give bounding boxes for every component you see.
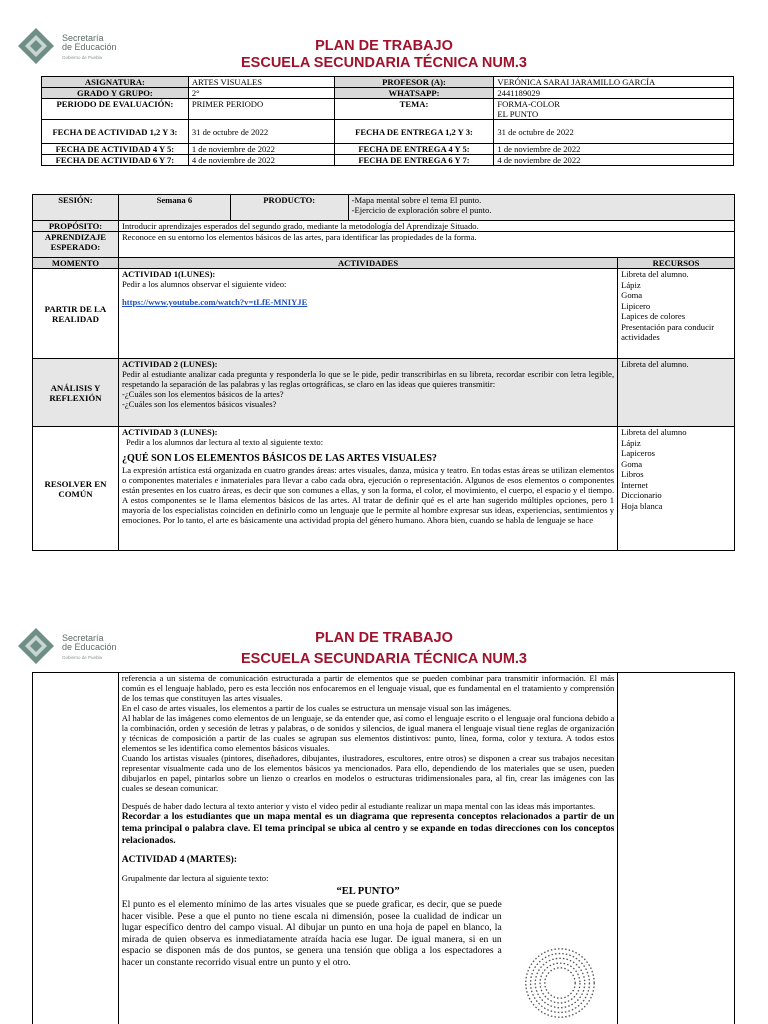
activity-row-3 [33,427,735,551]
video-link[interactable]: https://www.youtube.com/watch?v=tLfE-MNIYJE [121,297,308,307]
page-gap [0,566,768,620]
actividad-1 [118,269,617,359]
asignatura-label: ASIGNATURA: [42,77,189,88]
momento-3: RESOLVER EN COMÚN [33,427,119,551]
aprendizaje-label: APRENDIZAJE ESPERADO: [33,232,119,258]
fecha-entrega-123-label: FECHA DE ENTREGA 1,2 Y 3: [334,120,494,144]
actividad-2-title: ACTIVIDAD 2 (LUNES): [121,359,218,369]
recursos-2: Libreta del alumno. [618,359,735,427]
momento-continuation [33,673,119,1024]
fecha-entrega-45-value: 1 de noviembre de 2022 [494,144,734,155]
logo-text: Secretaría de Educación [62,33,117,52]
aprendizaje-value: Reconoce en su entorno los elementos básicos de las artes, para identificar las propiedades de la forma. [118,232,734,258]
momento-2: ANÁLISIS Y REFLEXIÓN [33,359,119,427]
dotted-circle-icon [522,945,598,1021]
el-punto-title: “EL PUNTO” [336,886,400,897]
page-title-2: PLAN DE TRABAJO [315,630,453,646]
actividad-3-heading: ¿QUÉ SON LOS ELEMENTOS BÁSICOS DE LAS ARTES VISUALES? [121,453,437,464]
logo-subtext: Gobierno de Puebla [62,655,103,660]
actividad-3-body: La expresión artística está organizada en cuatro grandes áreas: artes visuales, danza, música y teatro. En todas estas áreas se utilizan elementos o componentes materiales e inmateriales para llevar a cabo cada obra, ejecución o representación. Algunos de esos elementos o componentes están presentes en los cuatro áreas, es decir que son comunes a ellas, y son la forma, el color, el movimiento, el cuerpo, el espacio y el tiempo. A estos componentes se le llama elementos básicos de las artes. Al tratar de definir qué es el arte han sugerido múltiples opciones, pero 1 mayoría de los especialistas coinciden en definirlo como un lenguaje que le permite al hombre expresar sus ideas, experiencias, sentimientos y emociones. Por lo tanto, el arte es básicamente una actividad propia del género humano. Ahora bien, cuando se habla de lenguaje se hace [121,465,615,525]
col-actividades: ACTIVIDADES [118,258,617,269]
logo-subtext: Gobierno de Puebla [62,55,103,60]
logo-text: Secretaría de Educación [62,633,117,652]
el-punto-text: El punto es el elemento mínimo de las artes visuales que se puede graficar, es decir, que se puede hacer visible. Pese a que el punto no tiene escala ni dimensión, posee la cualidad de indicar un lugar específico dentro del campo visual. Al dibujar un punto en una hoja de papel en blanco, la mirada de quien observa es inmediatamente atraída hacia ese lugar. De igual manera, si en un espacio se disponen más de dos puntos, se genera una tensión que obliga a los espectadores a hacer un constante recorrido visual entre un punto y el otro. [121,899,502,968]
actividad-3-text: Pedir a los alumnos dar lectura al texto al siguiente texto: [125,437,324,447]
producto-label: PRODUCTO: [230,195,348,221]
recursos-1: Libreta del alumno. Lápiz Goma Lipicero Lapices de colores Presentación para conducir actividades [618,269,735,359]
producto-value: -Mapa mental sobre el tema El punto. -Ejercicio de exploración sobre el punto. [348,195,734,221]
text-p1: referencia a un sistema de comunicación estructurada a partir de elementos que se pueden combinar para transmitir información. El más común es el lenguaje hablado, pero es esta lección nos enfocaremos en el lenguaje visual, que es fundamental en el tratamiento y comprensión de los temas que constituyen las artes visuales. [121,673,615,703]
sesion-value: Semana 6 [118,195,230,221]
continuation-table [32,672,735,1024]
plan-table [32,194,735,551]
recursos-continuation [618,673,735,1024]
actividad-3 [118,427,617,551]
proposito-label: PROPÓSITO: [33,221,119,232]
momento-1: PARTIR DE LA REALIDAD [33,269,119,359]
whatsapp-label: WHATSAPP: [334,88,494,99]
asignatura-value: ARTES VISUALES [188,77,334,88]
page-title: PLAN DE TRABAJO [315,38,453,54]
col-recursos: RECURSOS [618,258,735,269]
fecha-entrega-67-value: 4 de noviembre de 2022 [494,155,734,166]
fecha-actividad-123-value: 31 de octubre de 2022 [188,120,334,144]
fecha-actividad-67-label: FECHA DE ACTIVIDAD 6 Y 7: [42,155,189,166]
fecha-entrega-123-value: 31 de octubre de 2022 [494,120,734,144]
sesion-label: SESIÓN: [33,195,119,221]
page-2 [0,620,768,1024]
fecha-entrega-45-label: FECHA DE ENTREGA 4 Y 5: [334,144,494,155]
actividad-4-title: ACTIVIDAD 4 (MARTES): [121,854,238,865]
recursos-3: Libreta del alumno Lápiz Lapiceros Goma Libros Internet Diccionario Hoja blanca [618,427,735,551]
fecha-entrega-67-label: FECHA DE ENTREGA 6 Y 7: [334,155,494,166]
profesor-label: PROFESOR (A): [334,77,494,88]
periodo-value: PRIMER PERIODO [188,99,334,120]
actividad-1-title: ACTIVIDAD 1(LUNES): [121,269,216,279]
col-momento: MOMENTO [33,258,119,269]
periodo-label: PERIODO DE EVALUACIÓN: [42,99,189,120]
profesor-value: VERÓNICA SARAI JARAMILLO GARCÍA [494,77,734,88]
activity-row-1 [33,269,735,359]
text-p4: Cuando los artistas visuales (pintores, diseñadores, dibujantes, ilustradores, escultores, entre otros) se disponen a crear sus trabajos necesitan representar visualmente cada uno de los elementos básicos ya mencionados. Para ello, dependiendo de los materiales que se usen, pueden dibujarlos en papel, pintarlos sobre un lienzo o crearlos en modelos o estructuras tridimensionales para, al fin, crear las imágenes con las cuales se desean comunicar. [121,753,615,793]
fecha-actividad-45-label: FECHA DE ACTIVIDAD 4 Y 5: [42,144,189,155]
actividad-2 [118,359,617,427]
text-p6: Recordar a los estudiantes que un mapa mental es un diagrama que representa conceptos relacionados a partir de un tema principal o palabra clave. El tema principal se ubica al centro y se expande en todas direcciones con los conceptos relacionados. [121,811,615,846]
actividad-2-q1: -¿Cuáles son los elementos básicos de la artes? [121,389,284,399]
actividad-4-text: Grupalmente dar lectura al siguiente texto: [121,873,269,883]
activity-row-2 [33,359,735,427]
proposito-value: Introducir aprendizajes esperados del segundo grado, mediante la metodología del Aprendizaje Situado. [118,221,734,232]
actividad-3-title: ACTIVIDAD 3 (LUNES): [121,427,218,437]
text-p3: Al hablar de las imágenes como elementos de un lenguaje, se da entender que, así como el lenguaje escrito o el lenguaje oral funciona debido a la combinación, orden y secesión de letras y palabras, o de sonidos y silencios, de igual manera el lenguaje visual tiene reglas de organización y técnicas de composición a partir de las cuales se agrupan sus elementos distintivos: punto, línea, forma, color y textura. A todos estos elementos se les identifica como elementos básicos visuales. [121,713,615,753]
grado-value: 2° [188,88,334,99]
actividad-continuation [118,673,618,1024]
tema-value: FORMA-COLOR EL PUNTO [494,99,734,120]
actividad-2-text: Pedir al estudiante analizar cada pregunta y responderla lo que se le pide, pedir transcribirlas en su libreta, recordar escribir con letra legible, respetando la separación de las palabras y las reglas ortográficas, se claro en las ideas que quieres transmitir: [121,369,615,389]
tema-label: TEMA: [334,99,494,120]
fecha-actividad-67-value: 4 de noviembre de 2022 [188,155,334,166]
fecha-actividad-123-label: FECHA DE ACTIVIDAD 1,2 Y 3: [42,120,189,144]
info-table [41,76,734,166]
actividad-2-q2: -¿Cuáles son los elementos básicos visuales? [121,399,277,409]
text-p2: En el caso de artes visuales, los elementos a partir de los cuales se estructura un mensaje visual son las imágenes. [121,703,512,713]
fecha-actividad-45-value: 1 de noviembre de 2022 [188,144,334,155]
text-p5: Después de haber dado lectura al texto anterior y visto el video pedir al estudiante realizar un mapa mental con las ideas más importantes. [121,801,596,811]
page-subtitle-2: ESCUELA SECUNDARIA TÉCNICA NUM.3 [241,651,527,667]
actividad-1-text: Pedir a los alumnos observar el siguiente video: [121,279,287,289]
grado-label: GRADO Y GRUPO: [42,88,189,99]
page-subtitle: ESCUELA SECUNDARIA TÉCNICA NUM.3 [241,55,527,71]
whatsapp-value: 2441189029 [494,88,734,99]
